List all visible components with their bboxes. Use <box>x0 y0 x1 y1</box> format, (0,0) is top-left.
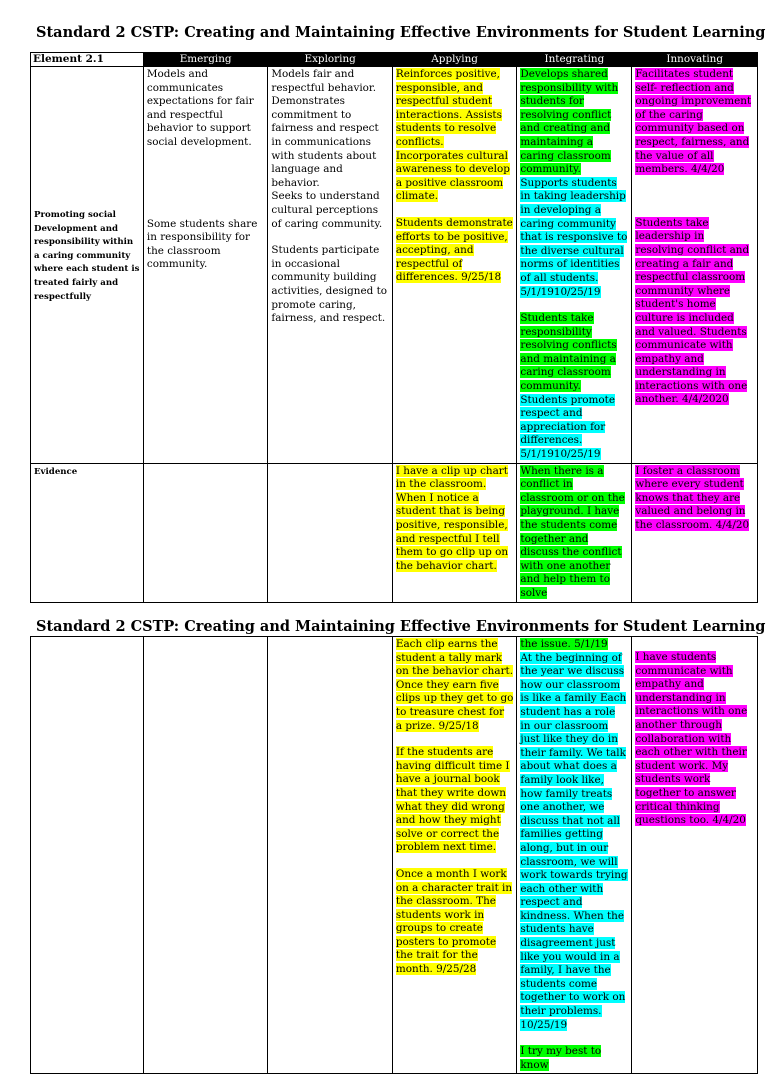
innovating-cell <box>632 67 758 464</box>
continued-row <box>31 637 758 1074</box>
integrating-text-3a: Students take responsibility resolving conflicts and maintaining a caring classroom community. <box>520 312 617 393</box>
continued-innovating-cell <box>632 637 758 1074</box>
emerging-text-1: Models and communicates expectations for fair and respectful behavior to support social development. <box>146 68 254 148</box>
applying-text-2: Students demonstrate efforts to be positive, accepting, and respectful of differences. 9/25/18 <box>395 216 513 284</box>
evidence-exploring-cell <box>268 463 393 602</box>
continued-integrating-text-2: I try my best to know <box>520 1045 602 1071</box>
continued-applying-text-2: If the students are having difficult time I have a journal book that they write down what they did wrong and how they might solve or correct the problem next time. <box>395 746 510 854</box>
rubric-table-continued <box>30 636 758 1074</box>
evidence-label-cell <box>31 463 144 602</box>
continued-applying-text-3: Once a month I work on a character trait in the classroom. The students work in groups to create posters to promote the trait for the month. 9/25/28 <box>395 867 513 976</box>
continued-integrating-cell <box>517 637 632 1074</box>
continued-applying-cell <box>392 637 517 1074</box>
integrating-text-2: Supports students in taking leadership in developing a caring community that is responsive to the diverse cultural norms of identities of all students. 5/1/1910/25/19 <box>520 176 628 298</box>
integrating-text-1: Develops shared responsibility with students for resolving conflict and creating and maintaining a caring classroom community. <box>520 68 619 176</box>
element-row <box>31 67 758 464</box>
exploring-text-2: Seeks to understand cultural perceptions of caring community. <box>271 190 383 230</box>
header-integrating: Integrating <box>517 53 632 67</box>
exploring-text-3: Students participate in occasional community building activities, designed to promote caring, fairness, and respect. <box>271 244 388 325</box>
page-title-2: Standard 2 CSTP: Creating and Maintaining Effective Environments for Student Learning <box>36 618 766 635</box>
continued-emerging-cell <box>143 637 268 1074</box>
continued-innovating-text: I have students communicate with empathy and understanding in interactions with one another through collaboration with each other with their student work. My students work together to answer critical thinking questions too. 4/4/20 <box>635 651 748 827</box>
continued-integrating-text-0: the issue. 5/1/19 <box>520 638 608 650</box>
element-label: Element 2.1 <box>31 53 144 67</box>
continued-exploring-cell <box>268 637 393 1074</box>
continued-label-cell <box>31 637 144 1074</box>
evidence-row <box>31 463 758 602</box>
evidence-integrating-text: When there is a conflict in classroom or on the playground. I have the students come together and discuss the conflict with one another and help them to solve <box>520 464 625 599</box>
emerging-text-2: Some students share in responsibility for the classroom community. <box>146 217 258 271</box>
row-label-cell <box>31 67 144 464</box>
header-applying: Applying <box>392 53 517 67</box>
evidence-applying-text: I have a clip up chart in the classroom. When I notice a student that is being positive, responsible, and respectful I tell them to go clip up on the behavior chart. <box>395 464 509 572</box>
innovating-text-1: Facilitates student self- reflection and ongoing improvement of the caring community based on respect, fairness, and the value of all members. 4/4/20 <box>635 68 752 176</box>
header-innovating: Innovating <box>632 53 758 67</box>
page-title: Standard 2 CSTP: Creating and Maintaining Effective Environments for Student Learning <box>36 24 766 41</box>
continued-applying-text-1: Each clip earns the student a tally mark on the behavior chart. Once they earn five clips up they get to go to treasure chest for a prize. 9/25/18 <box>395 638 514 732</box>
header-row <box>31 53 758 67</box>
applying-cell <box>392 67 517 464</box>
evidence-innovating-text: I foster a classroom where every student knows that they are valued and belong in the classroom. 4/4/20 <box>635 464 750 531</box>
integrating-text-3b: Students promote respect and appreciation for differences. 5/1/1910/25/19 <box>520 393 615 461</box>
applying-text-1: Reinforces positive, responsible, and respectful student interactions. Assists students to resolve conflicts. Incorporates cultural awareness to develop a positive classroom climate. <box>395 68 510 203</box>
evidence-innovating-cell <box>632 463 758 602</box>
evidence-emerging-cell <box>143 463 268 602</box>
header-emerging: Emerging <box>143 53 268 67</box>
emerging-cell <box>143 67 268 464</box>
evidence-integrating-cell <box>517 463 632 602</box>
integrating-cell <box>517 67 632 464</box>
header-exploring: Exploring <box>268 53 393 67</box>
evidence-applying-cell <box>392 463 517 602</box>
exploring-cell <box>268 67 393 464</box>
exploring-text-1: Models fair and respectful behavior. Demonstrates commitment to fairness and respect in communications with students about language and behavior. <box>271 68 379 189</box>
rubric-table <box>30 52 758 603</box>
evidence-label: Evidence <box>34 466 78 477</box>
innovating-text-2: Students take leadership in resolving conflict and creating a fair and respectful classroom community where student's home culture is included and valued. Students communicate with empathy and understanding in interactions with one another. 4/4/2020 <box>635 216 750 406</box>
row-label: Promoting social Development and responsibility within a caring community where each student is treated fairly and respectfully <box>34 210 140 302</box>
continued-integrating-text-1: At the beginning of the year we discuss how our classroom is like a family Each student has a role in our classroom just like they do in their family. We talk about what does a family look like, how family treats one another, we discuss that not all families getting along, but in our classroom, we will work towards trying each other with respect and kindness. When the students have disagreement just like you would in a family, I have the students come together to work on their problems. 10/25/19 <box>520 651 628 1031</box>
